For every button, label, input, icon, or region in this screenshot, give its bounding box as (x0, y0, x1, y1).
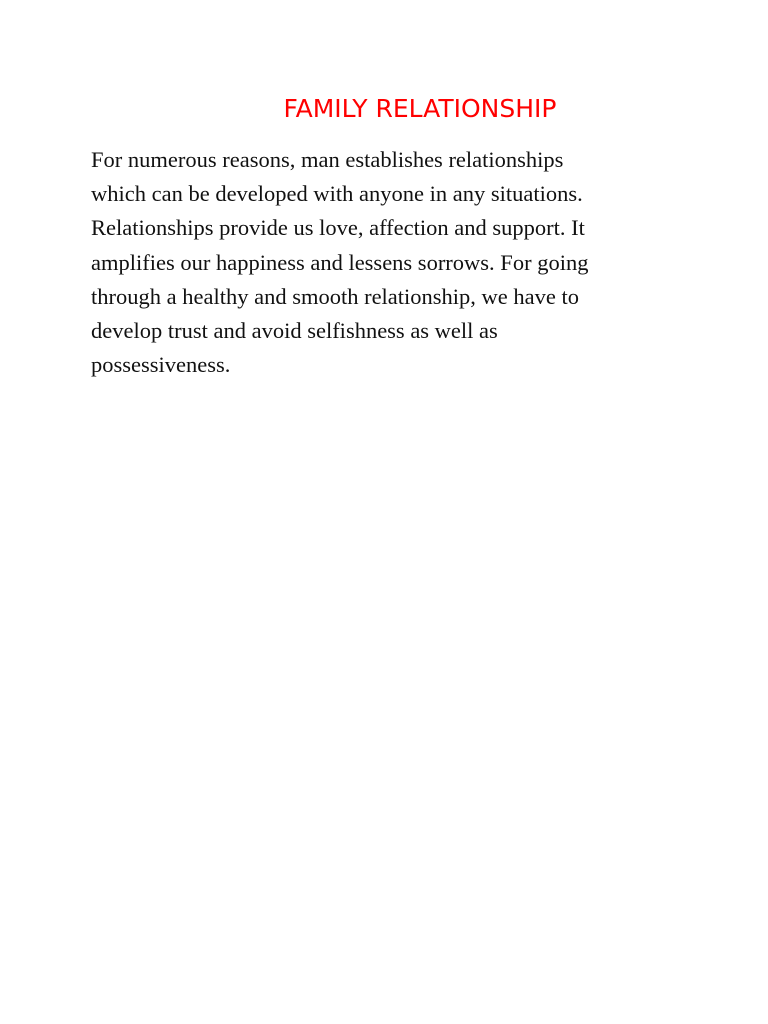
paragraph-line: through a healthy and smooth relationship, we have to (91, 283, 580, 309)
paragraph-line: develop trust and avoid selfishness as well as (91, 318, 498, 344)
paragraph-line: possessiveness. (91, 352, 231, 378)
document-title: FAMILY RELATIONSHIP (283, 94, 557, 123)
paragraph-line: amplifies our happiness and lessens sorrows. For going (91, 249, 589, 275)
document-paragraph (91, 143, 731, 382)
paragraph-line: which can be developed with anyone in any situations. (91, 181, 583, 207)
paragraph-line: For numerous reasons, man establishes relationships (91, 147, 564, 172)
paragraph-line: Relationships provide us love, affection and support. It (91, 215, 585, 241)
